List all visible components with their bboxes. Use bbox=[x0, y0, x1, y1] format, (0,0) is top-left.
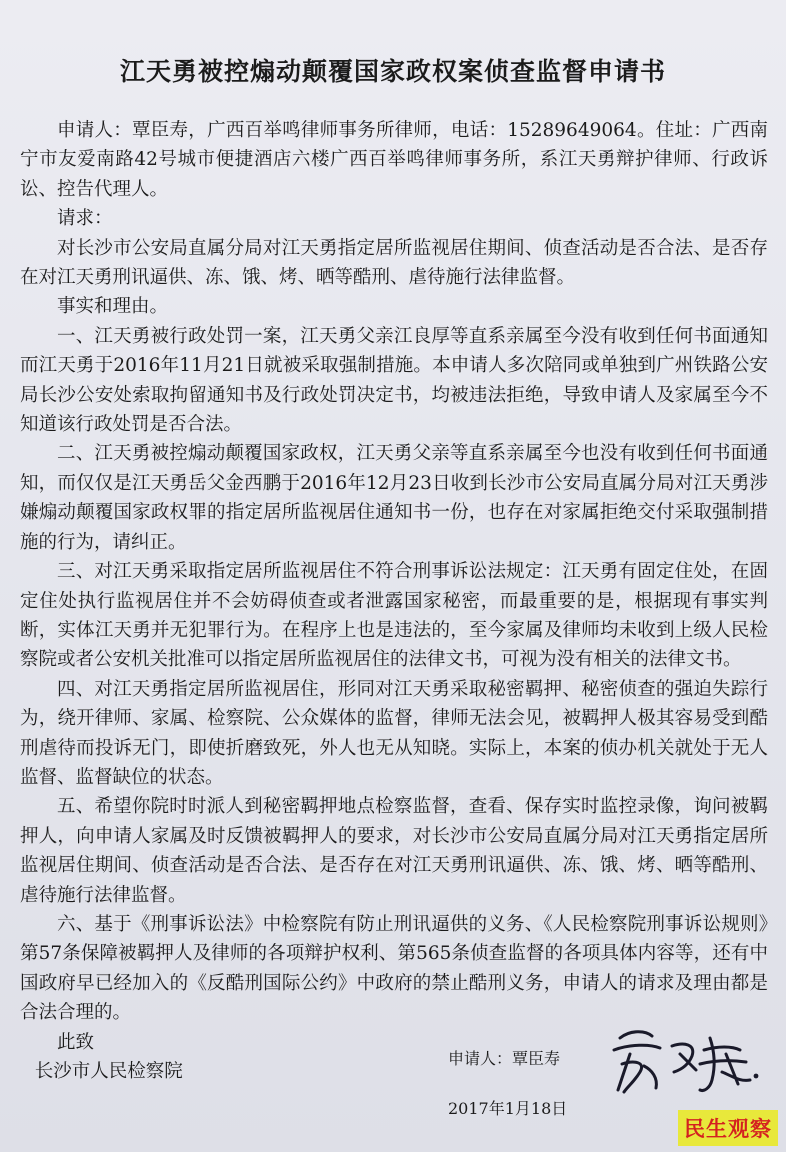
addressee: 长沙市人民检察院 bbox=[34, 1061, 183, 1082]
paragraph-applicant: 申请人：覃臣寿，广西百举鸣律师事务所律师，电话：15289649064。住址：广西南宁市友爱南路42号城市便捷酒店六楼广西百举鸣律师事务所，系江天勇辩护律师、行政诉讼、控告代理人。 bbox=[20, 120, 768, 200]
document-date: 2017年1月18日 bbox=[448, 1099, 568, 1118]
paragraph-request: 对长沙市公安局直属分局对江天勇指定居所监视居住期间、侦查活动是否合法、是否存在对江天勇刑讯逼供、冻、饿、烤、晒等酷刑、虐待施行法律监督。 bbox=[20, 237, 768, 289]
paragraph-6: 六、基于《刑事诉讼法》中检察院有防止刑讯逼供的义务、《人民检察院刑事诉讼规则》第57条保障被羁押人及律师的各项辩护权利、第565条侦查监督的各项具体内容等，还有中国政府早已经加入的《反酷刑国际公约》中政府的禁止酷刑义务，申请人的请求及理由都是合法合理的。 bbox=[20, 913, 768, 1024]
paragraph-salutation: 此致 bbox=[57, 1031, 95, 1053]
paragraph-4: 四、对江天勇指定居所监视居住，形同对江天勇采取秘密羁押、秘密侦查的强迫失踪行为，绕开律师、家属、检察院、公众媒体的监督，律师无法会见，被羁押人极其容易受到酷刑虐待而投诉无门，即使折磨致死，外人也无从知晓。实际上，本案的侦办机关就处于无人监督、监督缺位的状态。 bbox=[20, 678, 768, 788]
paragraph-facts-heading: 事实和理由。 bbox=[57, 296, 169, 318]
paragraph-1: 一、江天勇被行政处罚一案，江天勇父亲江良厚等直系亲属至今没有收到任何书面通知而江天勇于2016年11月21日就被采取强制措施。本申请人多次陪同或单独到广州铁路公安局长沙公安处索取拘留通知书及行政处罚决定书，均被违法拒绝，导致申请人及家属至今不知道该行政处罚是否合法。 bbox=[20, 325, 768, 436]
applicant-line: 申请人：覃臣寿 bbox=[448, 1049, 561, 1068]
watermark-badge: 民生观察 bbox=[678, 1110, 778, 1146]
handwritten-signature bbox=[600, 1020, 770, 1100]
paragraph-5: 五、希望你院时时派人到秘密羁押地点检察监督，查看、保存实时监控录像，询问被羁押人，向申请人家属及时反馈被羁押人的要求，对长沙市公安局直属分局对江天勇指定居所监视居住期间、侦查活动是否合法、是否存在对江天勇刑讯逼供、冻、饿、烤、晒等酷刑、虐待施行法律监督。 bbox=[20, 796, 768, 906]
paragraph-2: 二、江天勇被控煽动颠覆国家政权，江天勇父亲等直系亲属至今也没有收到任何书面通知，而仅仅是江天勇岳父金西鹏于2016年12月23日收到长沙市公安局直属分局对江天勇涉嫌煽动颠覆国家政权罪的指定居所监视居住通知书一份，也存在对家属拒绝交付采取强制措施的行为，请纠正。 bbox=[20, 443, 768, 553]
document-title: 江天勇被控煽动颠覆国家政权案侦查监督申请书 bbox=[119, 57, 666, 86]
paragraph-3: 三、对江天勇采取指定居所监视居住不符合刑事诉讼法规定：江天勇有固定住处，在固定住处执行监视居住并不会妨碍侦查或者泄露国家秘密，而最重要的是，根据现有事实判断，实体江天勇并无犯罪行为。在程序上也是违法的，至今家属及律师均未收到上级人民检察院或者公安机关批准可以指定居所监视居住的法律文书，可视为没有相关的法律文书。 bbox=[20, 561, 768, 671]
document-body bbox=[20, 116, 768, 1086]
paragraph-request-heading: 请求： bbox=[57, 208, 113, 230]
